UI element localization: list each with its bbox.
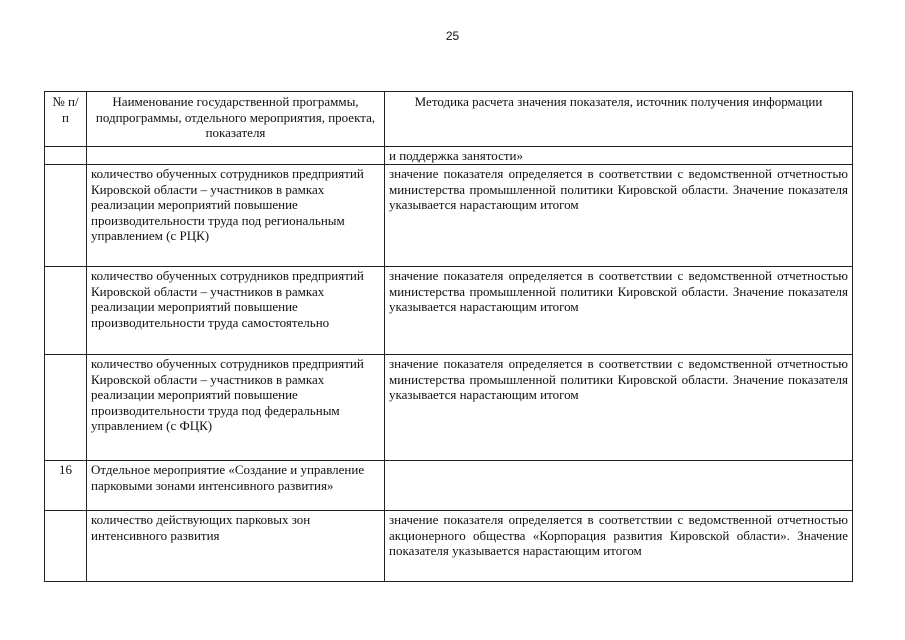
row-number	[45, 147, 87, 165]
row-number	[45, 165, 87, 267]
table-row	[45, 267, 853, 355]
row-number: 16	[45, 461, 87, 511]
row-method: значение показателя определяется в соответствии с ведомственной отчетностью министерства промышленной политики Кировской области. Значение показателя указывается нарастающим итогом	[385, 355, 853, 461]
table-row	[45, 461, 853, 511]
row-number	[45, 511, 87, 582]
header-name: Наименование государственной программы, подпрограммы, отдельного мероприятия, проекта, показателя	[87, 92, 385, 147]
row-method: значение показателя определяется в соответствии с ведомственной отчетностью министерства промышленной политики Кировской области. Значение показателя указывается нарастающим итогом	[385, 267, 853, 355]
row-number	[45, 355, 87, 461]
row-method: значение показателя определяется в соответствии с ведомственной отчетностью министерства промышленной политики Кировской области. Значение показателя указывается нарастающим итогом	[385, 165, 853, 267]
row-name: количество обученных сотрудников предприятий Кировской области – участников в рамках реализации мероприятий повышение производительности труда самостоятельно	[87, 267, 385, 355]
table-header-row	[45, 92, 853, 147]
row-method: значение показателя определяется в соответствии с ведомственной отчетностью акционерного общества «Корпорация развития Кировской области». Значение показателя указывается нарастающим итогом	[385, 511, 853, 582]
row-name: количество действующих парковых зон интенсивного развития	[87, 511, 385, 582]
indicator-table	[44, 91, 853, 582]
header-method: Методика расчета значения показателя, источник получения информации	[385, 92, 853, 147]
row-method: и поддержка занятости»	[385, 147, 853, 165]
table-row	[45, 355, 853, 461]
table-row	[45, 147, 853, 165]
page-number: 25	[445, 29, 460, 43]
row-name	[87, 147, 385, 165]
table-row	[45, 511, 853, 582]
row-name: количество обученных сотрудников предприятий Кировской области – участников в рамках реализации мероприятий повышение производительности труда под региональным управлением (с РЦК)	[87, 165, 385, 267]
row-name: Отдельное мероприятие «Создание и управление парковыми зонами интенсивного развития»	[87, 461, 385, 511]
row-number	[45, 267, 87, 355]
row-name: количество обученных сотрудников предприятий Кировской области – участников в рамках реализации мероприятий повышение производительности труда под федеральным управлением (с ФЦК)	[87, 355, 385, 461]
header-number: № п/п	[45, 92, 87, 147]
table-row	[45, 165, 853, 267]
row-method	[385, 461, 853, 511]
